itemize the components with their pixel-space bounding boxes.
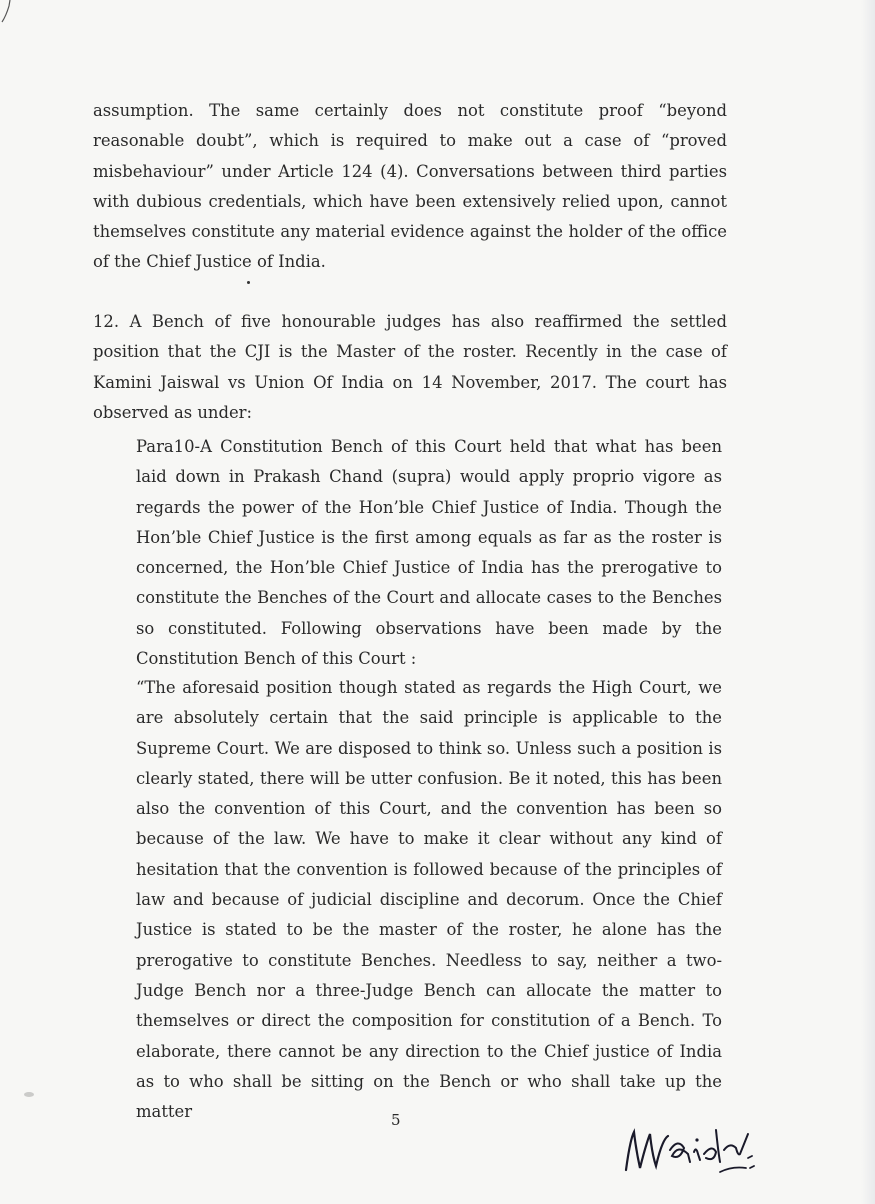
quote-constitution-bench	[136, 673, 722, 1127]
paragraph-12-text: 12. A Bench of five honourable judges has also reaffirmed the settled position that the CJI is the Master of the roster. Recently in the case of Kamini Jaiswal vs Union Of India on 14 November, 2017. The court has observed as under:	[93, 312, 727, 422]
page-number: 5	[391, 1111, 401, 1129]
quote-para10-text: Para10-A Constitution Bench of this Court held that what has been laid down in Prakash Chand (supra) would apply proprio vigore as regards the power of the Hon’ble Chief Justice of India. Though the Hon’ble Chief Justice is the first among equals as far as the roster is concerned, the Hon’ble Chief Justice of India has the prerogative to constitute the Benches of the Court and allocate cases to the Benches so constituted. Following observations have been made by the Constitution Bench of this Court :	[136, 437, 722, 669]
paragraph-continued	[93, 96, 727, 278]
stray-dot	[247, 281, 250, 284]
quote-constitution-bench-text: “The aforesaid position though stated as regards the High Court, we are absolutely certain that the said principle is applicable to the Supreme Court. We are disposed to think so. Unless such a position is clearly stated, there will be utter confusion. Be it noted, this has been also the convention of this Court, and the convention has been so because of the law. We have to make it clear without any kind of hesitation that the convention is followed because of the principles of law and because of judicial discipline and decorum. Once the Chief Justice is stated to be the master of the roster, he alone has the prerogative to constitute Benches. Needless to say, neither a two-Judge Bench nor a three-Judge Bench can allocate the matter to themselves or direct the composition for constitution of a Bench. To elaborate, there cannot be any direction to the Chief justice of India as to who shall be sitting on the Bench or who shall take up the matter	[136, 678, 722, 1122]
paragraph-continued-text: assumption. The same certainly does not constitute proof “beyond reasonable doubt”, which is required to make out a case of “proved misbehaviour” under Article 124 (4). Conversations between third parties with dubious credentials, which have been extensively relied upon, cannot themselves constitute any material evidence against the holder of the office of the Chief Justice of India.	[93, 101, 727, 272]
quote-para10	[136, 432, 722, 674]
corner-pen-mark	[0, 0, 20, 24]
paragraph-12	[93, 307, 727, 428]
scan-smudge	[24, 1092, 34, 1097]
handwritten-signature	[620, 1110, 770, 1180]
scan-edge-shadow	[861, 0, 875, 1204]
